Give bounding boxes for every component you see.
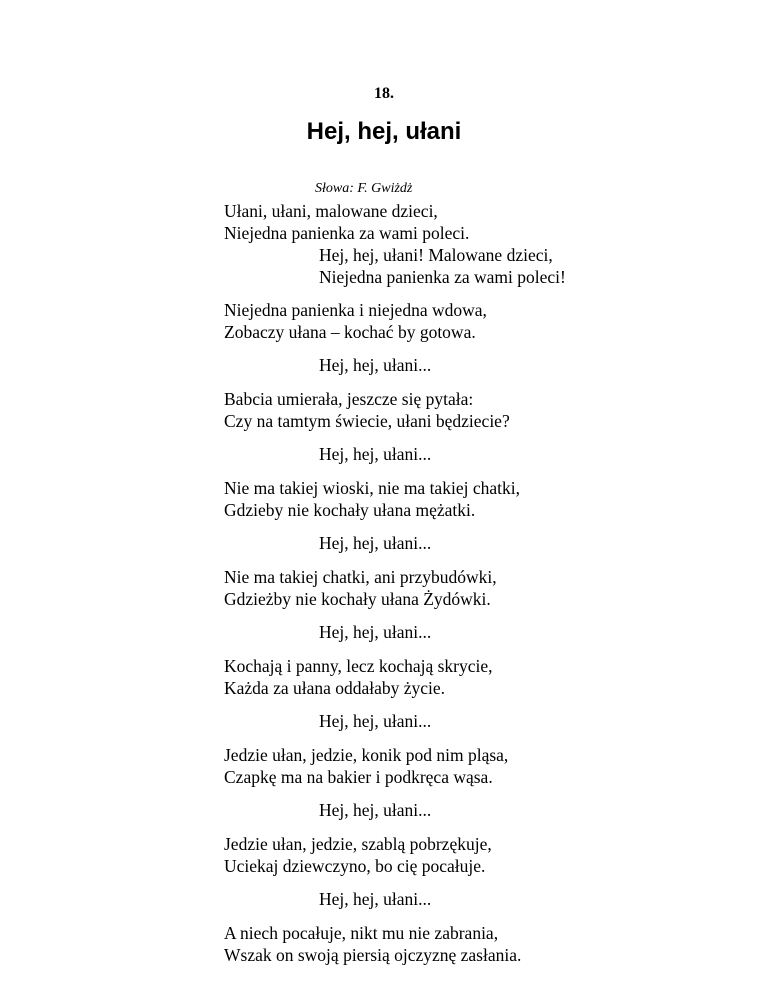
refrain-line: Hej, hej, ułani... <box>319 355 432 375</box>
lyric-line: Nie ma takiej wioski, nie ma takiej chatki, <box>224 478 520 498</box>
lyric-line: Wszak on swoją piersią ojczyznę zasłania. <box>224 945 522 965</box>
lyric-line: A niech pocałuje, nikt mu nie zabrania, <box>224 923 499 943</box>
refrain-line: Hej, hej, ułani... <box>319 533 432 553</box>
lyric-line: Zobaczy ułana – kochać by gotowa. <box>224 322 476 342</box>
lyric-line: Ułani, ułani, malowane dzieci, <box>224 201 438 221</box>
refrain-line: Hej, hej, ułani... <box>319 800 432 820</box>
refrain-line: Niejedna panienka za wami poleci! <box>319 267 566 287</box>
lyric-line: Uciekaj dziewczyno, bo cię pocałuje. <box>224 856 486 876</box>
refrain-line: Hej, hej, ułani... <box>319 711 432 731</box>
lyric-line: Kochają i panny, lecz kochają skrycie, <box>224 656 493 676</box>
song-title: Hej, hej, ułani <box>306 118 462 145</box>
lyric-line: Jedzie ułan, jedzie, szablą pobrzękuje, <box>224 834 492 854</box>
lyric-line: Każda za ułana oddałaby życie. <box>224 678 446 698</box>
refrain-line: Hej, hej, ułani... <box>319 622 432 642</box>
lyric-line: Czapkę ma na bakier i podkręca wąsa. <box>224 767 493 787</box>
lyric-line: Gdzieżby nie kochały ułana Żydówki. <box>224 589 491 609</box>
refrain-line: Hej, hej, ułani... <box>319 444 432 464</box>
lyric-line: Niejedna panienka i niejedna wdowa, <box>224 300 487 320</box>
lyric-line: Gdzieby nie kochały ułana mężatki. <box>224 500 476 520</box>
song-author: Słowa: F. Gwiżdż <box>315 181 413 196</box>
song-number: 18. <box>374 85 394 102</box>
lyric-line: Niejedna panienka za wami poleci. <box>224 223 470 243</box>
refrain-line: Hej, hej, ułani! Malowane dzieci, <box>319 245 553 265</box>
refrain-line: Hej, hej, ułani... <box>319 889 432 909</box>
lyric-line: Babcia umierała, jeszcze się pytała: <box>224 389 474 409</box>
lyric-line: Jedzie ułan, jedzie, konik pod nim pląsa, <box>224 745 509 765</box>
lyric-line: Nie ma takiej chatki, ani przybudówki, <box>224 567 497 587</box>
lyric-line: Czy na tamtym świecie, ułani będziecie? <box>224 411 510 431</box>
